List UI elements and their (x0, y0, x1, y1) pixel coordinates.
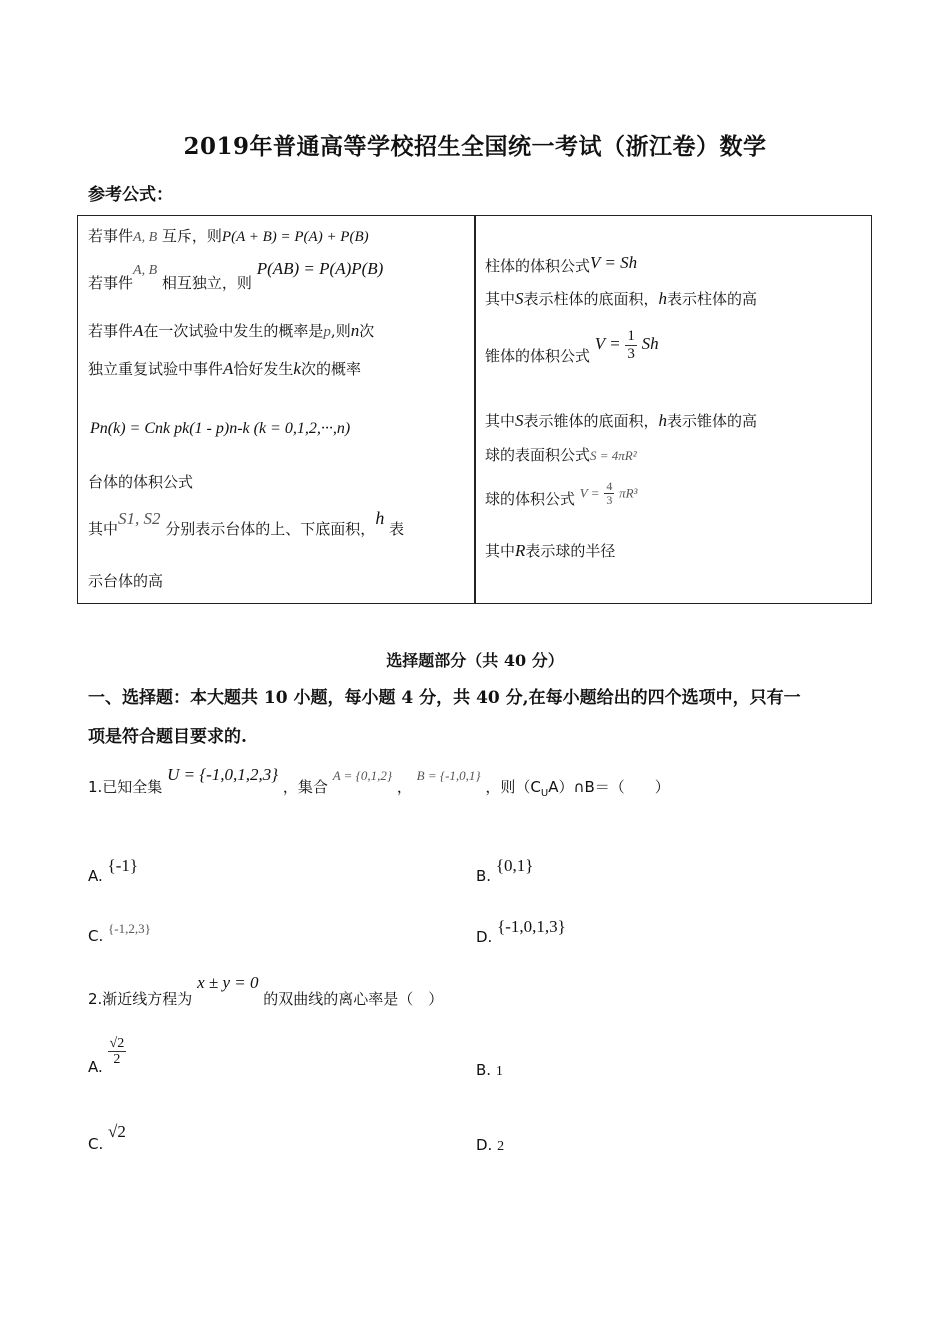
left-line-3: 若事件A在一次试验中发生的概率是p,则n次 (88, 321, 375, 340)
q1-option-a[interactable]: A. {-1} (88, 856, 139, 885)
instructions-line-2: 项是符合题目要求的. (88, 727, 247, 747)
q2-option-a[interactable]: A. $\frac{√2}{2}$ (88, 1036, 125, 1077)
binomial-formula: Pn(k) = Cnk pk(1 - p)n-k (k = 0,1,2,···,n) (90, 420, 351, 437)
right-line-2: 其中S表示柱体的底面积，h表示柱体的高 (485, 289, 758, 308)
right-line-4: 其中S表示锥体的底面积，h表示锥体的高 (485, 411, 758, 430)
left-line-4: 独立重复试验中事件A恰好发生k次的概率 (88, 359, 361, 378)
question-1: 1.已知全集 U = {-1,0,1,2,3} ，集合 A = {0,1,2} ， B = {-1,0,1} ，则$(C_UA)\cap B=$（ ） (88, 765, 670, 799)
q1-option-d[interactable]: D. {-1,0,1,3} (476, 917, 566, 946)
q1-option-c[interactable]: C. {-1,2,3} (88, 921, 151, 945)
left-line-7: 其中S1, S2 分别表示台体的上、下底面积，h 表 (88, 508, 405, 538)
section-title: 选择题部分（共 40 分） (386, 651, 564, 670)
right-line-1: 柱体的体积公式V = Sh (485, 253, 638, 275)
formula-heading: 参考公式： (88, 185, 173, 205)
q2-option-d[interactable]: D. 2 (476, 1136, 505, 1154)
left-line-1: 若事件A, B 互斥，则P(A + B) = P(A) + P(B) (88, 227, 369, 245)
instructions-line-1: 一、选择题：本大题共 10 小题，每小题 4 分，共 40 分,在每小题给出的四个选项中，只有一 (88, 688, 801, 708)
right-line-5: 球的表面积公式S = 4πR² (485, 446, 637, 464)
left-line-6: 台体的体积公式 (88, 473, 194, 491)
question-2: 2.渐近线方程为 x ± y = 0 的双曲线的离心率是（ ） (88, 973, 444, 1008)
left-line-8: 示台体的高 (88, 572, 164, 590)
table-divider (474, 215, 476, 604)
right-line-3: 锥体的体积公式 V = $\frac{1}{3}$ Sh (485, 328, 659, 365)
q2-option-c[interactable]: C. √2 (88, 1122, 126, 1153)
right-line-6: 球的体积公式 V = $\frac{4}{3}$ πR³ (485, 479, 638, 508)
q2-option-b[interactable]: B. 1 (476, 1061, 503, 1079)
page-title: 2019年普通高等学校招生全国统一考试（浙江卷）数学 (183, 133, 767, 160)
left-line-2: 若事件A, B 相互独立，则 P(AB) = P(A)P(B) (88, 259, 384, 292)
right-line-7: 其中R表示球的半径 (485, 541, 616, 560)
q1-option-b[interactable]: B. {0,1} (476, 856, 534, 885)
